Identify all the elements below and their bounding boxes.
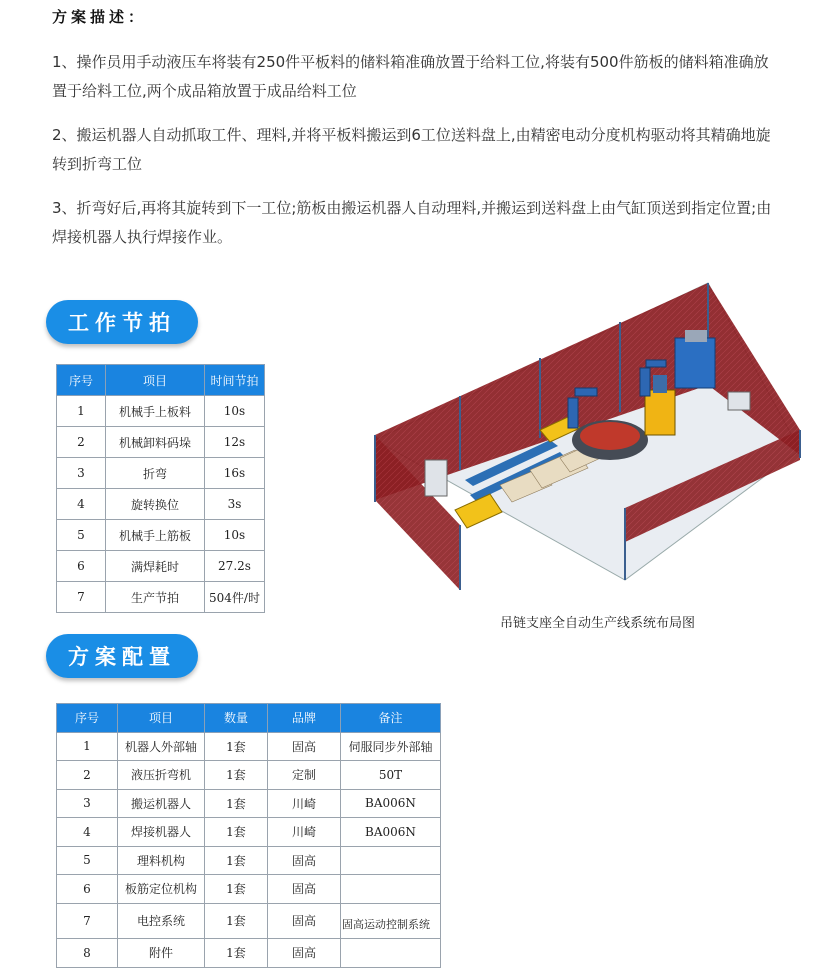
cycle-table — [56, 364, 265, 613]
config-table-row-cell: 川崎 — [268, 789, 341, 818]
config-table-row-cell: 板筋定位机构 — [118, 875, 205, 904]
layout-caption: 吊链支座全自动生产线系统布局图 — [500, 616, 696, 631]
config-table-row-cell: 50T — [341, 761, 441, 790]
cycle-table-row — [57, 551, 265, 582]
config-table-row-cell: 川崎 — [268, 818, 341, 847]
cycle-table-row-cell: 3s — [205, 489, 265, 520]
cycle-table-row-cell: 27.2s — [205, 551, 265, 582]
config-table-row-cell: 搬运机器人 — [118, 789, 205, 818]
config-table-row-cell: 4 — [57, 818, 118, 847]
config-table-row-cell: 附件 — [118, 939, 205, 968]
production-line-layout-image — [370, 280, 810, 595]
cycle-table-row-cell: 4 — [57, 489, 106, 520]
config-table-row-cell: 1套 — [205, 939, 268, 968]
cycle-table-row-cell: 旋转换位 — [106, 489, 205, 520]
config-table-row-cell: BA006N — [341, 818, 441, 847]
config-table-row-cell: 8 — [57, 939, 118, 968]
config-table-row-cell: 机器人外部轴 — [118, 732, 205, 761]
config-table-row-cell: 固高 — [268, 732, 341, 761]
cycle-table-row-cell: 机械手上板料 — [106, 396, 205, 427]
config-table-row — [57, 939, 441, 968]
config-table-row-cell: BA006N — [341, 789, 441, 818]
config-table-row-cell — [341, 875, 441, 904]
config-table-row-cell — [341, 846, 441, 875]
config-header-note: 备注 — [341, 704, 441, 733]
config-table-row-cell: 伺服同步外部轴 — [341, 732, 441, 761]
config-table-row-cell: 6 — [57, 875, 118, 904]
cycle-header-no: 序号 — [57, 365, 106, 396]
cycle-table-row-cell: 12s — [205, 427, 265, 458]
config-table-row-cell: 1套 — [205, 875, 268, 904]
config-table-row-cell: 2 — [57, 761, 118, 790]
config-table-row — [57, 846, 441, 875]
config-table-row-cell: 1套 — [205, 732, 268, 761]
config-header-item: 项目 — [118, 704, 205, 733]
cycle-table-row-cell: 满焊耗时 — [106, 551, 205, 582]
config-header-brand: 品牌 — [268, 704, 341, 733]
cycle-table-row — [57, 458, 265, 489]
description-paragraph-1: 1、操作员用手动液压车将装有250件平板料的储料箱准确放置于给料工位,将装有500件筋板的储料箱准确放置于给料工位,两个成品箱放置于成品给料工位 — [52, 53, 769, 100]
cycle-table-row-cell: 5 — [57, 520, 106, 551]
config-table-row-cell: 1套 — [205, 903, 268, 939]
cycle-section-title: 工作节拍 — [46, 300, 198, 344]
config-table-row-cell: 电控系统 — [118, 903, 205, 939]
config-table-row — [57, 789, 441, 818]
config-header-no: 序号 — [57, 704, 118, 733]
config-table-row-cell: 1套 — [205, 846, 268, 875]
cycle-table-row — [57, 520, 265, 551]
config-table-row-cell — [341, 939, 441, 968]
cycle-table-row-cell: 生产节拍 — [106, 582, 205, 613]
description-heading: 方案描述： — [52, 8, 148, 26]
config-table-row-cell: 固高 — [268, 875, 341, 904]
config-table-row-cell: 固高 — [268, 903, 341, 939]
cycle-table-row-cell: 3 — [57, 458, 106, 489]
cycle-table-row — [57, 582, 265, 613]
cycle-table-header-row — [57, 365, 265, 396]
config-table-row-cell: 1 — [57, 732, 118, 761]
config-table-row-cell: 固高 — [268, 939, 341, 968]
config-table-row-cell: 7 — [57, 903, 118, 939]
config-table-row — [57, 761, 441, 790]
cycle-table-row-cell: 折弯 — [106, 458, 205, 489]
cycle-header-time: 时间节拍 — [205, 365, 265, 396]
config-table-row-cell: 1套 — [205, 789, 268, 818]
cycle-table-row-cell: 2 — [57, 427, 106, 458]
config-table-row-cell: 1套 — [205, 818, 268, 847]
config-table — [56, 703, 441, 968]
config-table-row-cell: 3 — [57, 789, 118, 818]
cycle-table-row-cell: 机械手上筋板 — [106, 520, 205, 551]
cycle-table-row-cell: 7 — [57, 582, 106, 613]
cycle-table-row — [57, 396, 265, 427]
cycle-table-row — [57, 489, 265, 520]
config-table-row — [57, 818, 441, 847]
config-table-row — [57, 875, 441, 904]
config-section-title: 方案配置 — [46, 634, 198, 678]
config-table-row-cell: 5 — [57, 846, 118, 875]
cycle-table-row-cell: 1 — [57, 396, 106, 427]
description-paragraph-2: 2、搬运机器人自动抓取工件、理料,并将平板料搬运到6工位送料盘上,由精密电动分度机构驱动将其精确地旋转到折弯工位 — [52, 126, 771, 173]
cycle-table-row-cell: 10s — [205, 396, 265, 427]
cycle-table-row-cell: 10s — [205, 520, 265, 551]
cycle-table-row — [57, 427, 265, 458]
config-table-row-cell: 液压折弯机 — [118, 761, 205, 790]
config-table-row-cell: 固高运动控制系统 — [341, 903, 441, 939]
cycle-table-row-cell: 504件/时 — [205, 582, 265, 613]
config-table-row — [57, 903, 441, 939]
cycle-table-row-cell: 16s — [205, 458, 265, 489]
cycle-table-row-cell: 6 — [57, 551, 106, 582]
config-table-row-cell: 1套 — [205, 761, 268, 790]
cycle-table-row-cell: 机械卸料码垛 — [106, 427, 205, 458]
config-table-row — [57, 732, 441, 761]
config-table-row-cell: 定制 — [268, 761, 341, 790]
description-paragraph-3: 3、折弯好后,再将其旋转到下一工位;筋板由搬运机器人自动理料,并搬运到送料盘上由气缸顶送到指定位置;由焊接机器人执行焊接作业。 — [52, 199, 772, 246]
config-table-row-cell: 理料机构 — [118, 846, 205, 875]
config-table-row-cell: 固高 — [268, 846, 341, 875]
config-table-header-row — [57, 704, 441, 733]
config-header-qty: 数量 — [205, 704, 268, 733]
cycle-header-item: 项目 — [106, 365, 205, 396]
config-table-row-cell: 焊接机器人 — [118, 818, 205, 847]
